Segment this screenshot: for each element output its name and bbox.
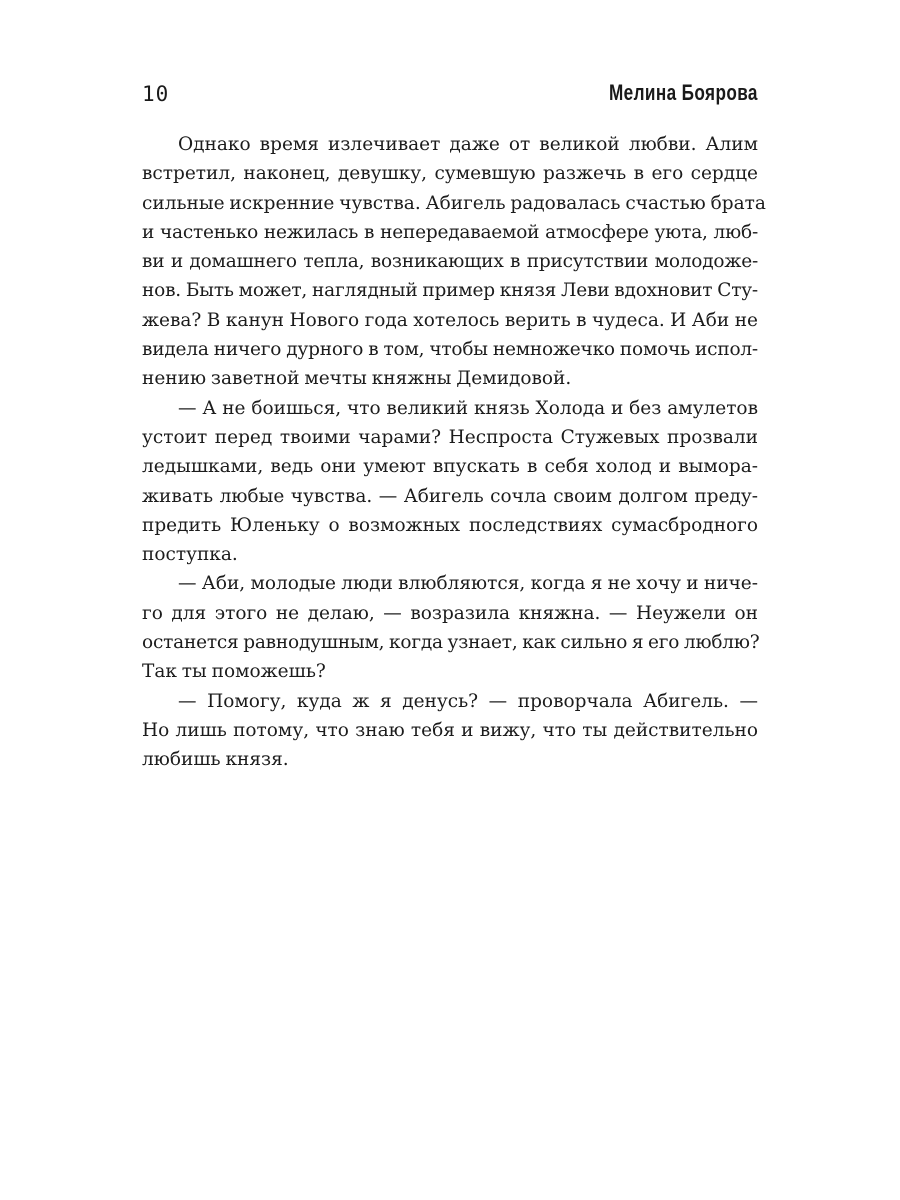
text-line: живать любые чувства. — Абигель сочла своим долгом преду- <box>142 485 758 507</box>
text-line: — Аби, молодые люди влюбляются, когда я не хочу и ниче- <box>178 573 758 595</box>
page-number: 10 <box>142 82 170 106</box>
text-line: го для этого не делаю, — возразила княжна. — Неужели он <box>142 602 758 624</box>
paragraph <box>142 394 758 570</box>
paragraph <box>142 130 766 394</box>
text-line: ви и домашнего тепла, возникающих в присутствии молодоже- <box>142 251 758 273</box>
text-line: встретил, наконец, девушку, сумевшую разжечь в его сердце <box>142 163 758 185</box>
text-line: нению заветной мечты княжны Демидовой. <box>142 368 572 390</box>
paragraph <box>142 569 758 686</box>
text-line: устоит перед твоими чарами? Неспроста Стужевых прозвали <box>142 426 758 448</box>
text-line: — А не боишься, что великий князь Холода и без амулетов <box>178 397 758 419</box>
text-line: Однако время излечивает даже от великой любви. Алим <box>178 134 758 155</box>
author-name: Мелина Боярова <box>609 80 758 105</box>
text-line: нов. Быть может, наглядный пример князя Леви вдохновит Сту- <box>142 280 758 302</box>
text-line: — Помогу, куда ж я денусь? — проворчала Абигель. — <box>178 690 758 712</box>
running-head <box>142 80 758 114</box>
text-line: сильные искренние чувства. Абигель радовалась счастью брата <box>142 192 766 214</box>
text-line: Но лишь потому, что знаю тебя и вижу, что ты действительно <box>142 719 758 741</box>
text-line: и частенько нежилась в непередаваемой атмосфере уюта, люб- <box>142 221 758 243</box>
text-line: поступка. <box>142 544 238 566</box>
text-line: Так ты поможешь? <box>142 661 326 683</box>
text-line: любишь князя. <box>142 749 289 771</box>
paragraph <box>142 687 758 775</box>
body-text <box>142 130 766 775</box>
text-line: видела ничего дурного в том, чтобы немножечко помочь испол- <box>142 339 758 361</box>
text-line: жева? В канун Нового года хотелось верить в чудеса. И Аби не <box>142 309 758 331</box>
text-line: предить Юленьку о возможных последствиях сумасбродного <box>142 514 758 536</box>
text-line: ледышками, ведь они умеют впускать в себя холод и вымора- <box>142 456 758 478</box>
text-line: останется равнодушным, когда узнает, как сильно я его люблю? <box>142 632 760 654</box>
